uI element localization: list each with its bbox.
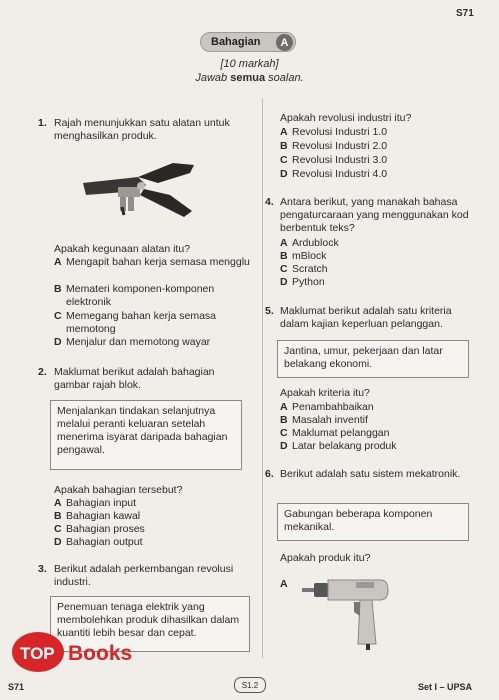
instruction: Jawab semua soalan. bbox=[195, 72, 304, 84]
question-stem: Berikut adalah satu sistem mekatronik. bbox=[280, 468, 461, 480]
question-number: 1. bbox=[38, 117, 47, 129]
footer-set-label: Set I – UPSA bbox=[418, 682, 473, 692]
question-prompt: Apakah revolusi industri itu? bbox=[280, 112, 412, 124]
option-b[interactable]: B Memateri komponen-komponen elektronik bbox=[54, 283, 215, 308]
option-c[interactable]: C Maklumat pelanggan bbox=[280, 427, 390, 439]
question-number: 5. bbox=[265, 305, 274, 317]
question-stem: Rajah menunjukkan satu alatan untuk menghasilkan produk. bbox=[54, 117, 230, 142]
topbooks-logo bbox=[10, 630, 170, 674]
option-a[interactable]: A bbox=[280, 578, 288, 590]
info-box: Jantina, umur, pekerjaan dan latar belakang ekonomi. bbox=[277, 340, 469, 378]
question-number: 6. bbox=[265, 468, 274, 480]
option-d[interactable]: D Bahagian output bbox=[54, 536, 143, 548]
column-divider bbox=[262, 98, 263, 658]
wire-stripper-icon bbox=[78, 155, 198, 225]
question-stem: Antara berikut, yang manakah bahasa pengaturcaraan yang menggunakan kod berbentuk teks? bbox=[280, 196, 469, 234]
option-c[interactable]: C Revolusi Industri 3.0 bbox=[280, 154, 388, 166]
option-b[interactable]: B Bahagian kawal bbox=[54, 510, 141, 522]
info-box: Penemuan tenaga elektrik yang membolehkan produk dihasilkan dalam kuantiti lebih besar dan cepat. bbox=[50, 596, 250, 652]
logo-top-text: TOP bbox=[20, 644, 55, 663]
logo-books-text: Books bbox=[68, 642, 133, 665]
option-a[interactable]: A Penambahbaikan bbox=[280, 401, 374, 413]
option-c[interactable]: C Bahagian proses bbox=[54, 523, 145, 535]
option-d[interactable]: D Latar belakang produk bbox=[280, 440, 397, 452]
question-stem: Maklumat berikut adalah bahagian gambar rajah blok. bbox=[54, 366, 215, 391]
electric-drill-icon bbox=[300, 572, 390, 652]
option-a[interactable]: A Ardublock bbox=[280, 237, 339, 249]
question-stem: Maklumat berikut adalah satu kriteria dalam kajian keperluan pelanggan. bbox=[280, 305, 452, 330]
option-d[interactable]: D Revolusi Industri 4.0 bbox=[280, 168, 388, 180]
section-label: Bahagian bbox=[211, 36, 261, 48]
question-stem: Berikut adalah perkembangan revolusi industri. bbox=[54, 563, 234, 588]
info-box: Menjalankan tindakan selanjutnya melalui peranti keluaran setelah menerima isyarat daripada bahagian pengawal. bbox=[50, 400, 242, 470]
question-number: 3. bbox=[38, 563, 47, 575]
option-d[interactable]: D Menjalur dan memotong wayar bbox=[54, 336, 211, 348]
marks-note: [10 markah] bbox=[220, 58, 279, 70]
option-a[interactable]: A Bahagian input bbox=[54, 497, 137, 509]
question-number: 2. bbox=[38, 366, 47, 378]
option-c[interactable]: C Scratch bbox=[280, 263, 328, 275]
footer-page-number: S1.2 bbox=[234, 677, 266, 693]
option-b[interactable]: B mBlock bbox=[280, 250, 327, 262]
option-b[interactable]: B Revolusi Industri 2.0 bbox=[280, 140, 388, 152]
section-letter-badge: A bbox=[276, 34, 293, 51]
question-prompt: Apakah produk itu? bbox=[280, 552, 371, 564]
question-number: 4. bbox=[265, 196, 274, 208]
option-b[interactable]: B Masalah inventif bbox=[280, 414, 368, 426]
option-d[interactable]: D Python bbox=[280, 276, 325, 288]
question-prompt: Apakah bahagian tersebut? bbox=[54, 484, 183, 496]
info-box: Gabungan beberapa komponen mekanikal. bbox=[277, 503, 469, 541]
option-a[interactable]: A Revolusi Industri 1.0 bbox=[280, 126, 388, 138]
question-prompt: Apakah kegunaan alatan itu? bbox=[54, 243, 191, 255]
section-header bbox=[200, 32, 296, 52]
option-a[interactable]: A Mengapit bahan kerja semasa mengglu bbox=[54, 256, 250, 268]
option-c[interactable]: C Memegang bahan kerja semasa memotong bbox=[54, 310, 217, 335]
footer-page-code: S71 bbox=[8, 682, 25, 692]
page-code: S71 bbox=[456, 8, 474, 19]
question-prompt: Apakah kriteria itu? bbox=[280, 387, 370, 399]
